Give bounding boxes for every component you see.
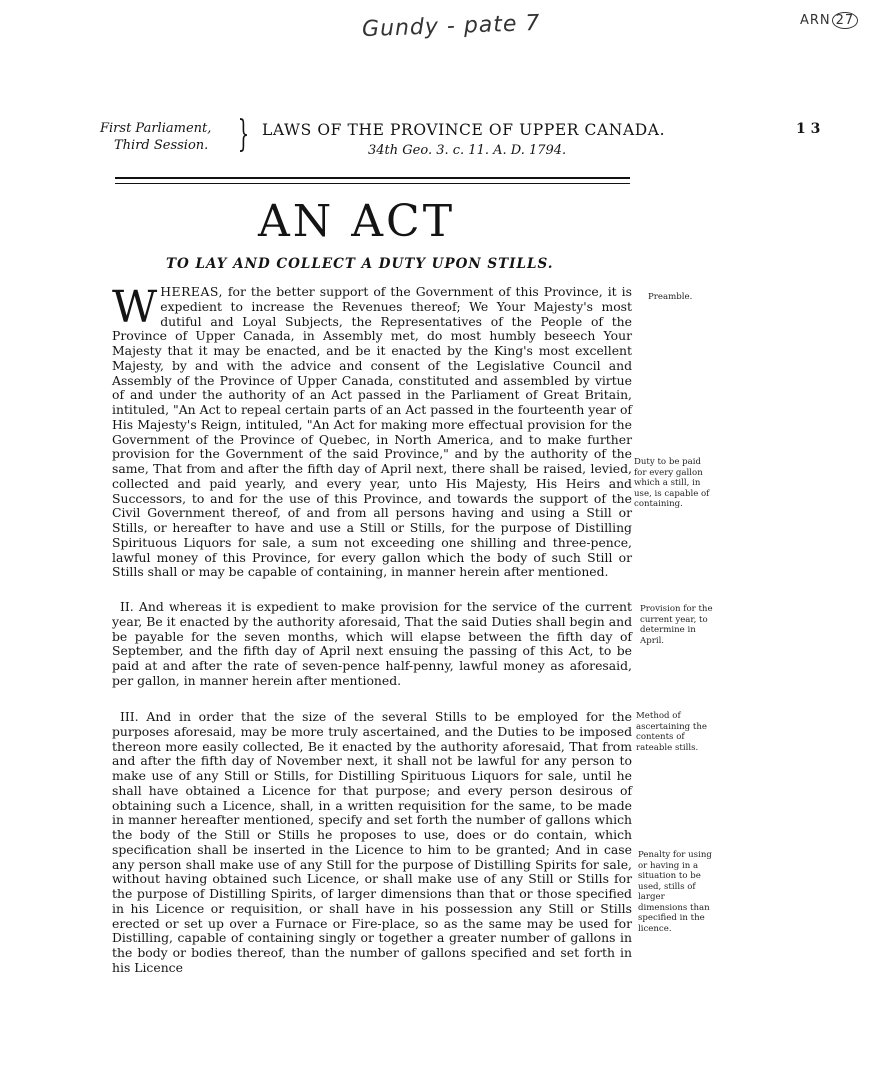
header-rule xyxy=(115,177,630,179)
act-title: AN ACT xyxy=(258,196,456,247)
section-preamble xyxy=(112,282,632,580)
margin-note-preamble: Preamble. xyxy=(648,292,693,302)
statute-citation: 34th Geo. 3. c. 11. A. D. 1794. xyxy=(368,143,567,158)
header-rule-thin xyxy=(115,183,630,184)
preamble-text: for the better support of the Government of this Province, it is expedient to increase the Revenues thereof; We Your Majesty's most dutiful and Loyal Subjects, the Representatives of the People of the Province of Upper Canada, in Assembly met, do most humbly beseech Your Majesty that it may be enacted, and be it enacted by the King's most excellent Majesty, by and with the advice and consent of the Legislative Council and Assembly of the Province of Upper Canada, constituted and assembled by virtue of and under the authority of an Act passed in the Parliament of Great Britain, intituled, "An Act to repeal certain parts of an Act passed in the fourteenth year of His Majesty's Reign, intituled, "An Act for making more effectual provision for the Government of the Province of Quebec, in North America, and to make further provision for the Government of the said Province," and by the authority of the same, That from and after the fifth day of April next, there shall be raised, levied, collected and paid yearly, and every year, unto His Majesty, His Heirs and Successors, to and for the use of this Province, and towards the support of the Civil Government thereof, of and from all persons having and using a Still or Stills, or hereafter to have and use a Still or Stills, for the purpose of Distilling Spirituous Liquors for sale, a sum not exceeding one shilling and three-pence, lawful money of this Province, for every gallon which the body of such Still or Stills shall or may be capable of containing, in manner herein after mentioned. xyxy=(112,284,632,580)
section-3 xyxy=(112,710,632,976)
drop-cap: W xyxy=(112,282,158,333)
archive-number: 27 xyxy=(832,12,859,29)
margin-note-provision: Provision for the current year, to determine in April. xyxy=(640,604,713,646)
page-number: 1 3 xyxy=(796,121,821,137)
section-number: II. xyxy=(120,599,134,614)
section-number: III. xyxy=(120,709,139,724)
act-subtitle: TO LAY AND COLLECT A DUTY UPON STILLS. xyxy=(166,256,554,272)
brace-glyph: } xyxy=(237,114,250,155)
session-label xyxy=(100,120,235,154)
section-2 xyxy=(112,600,632,689)
running-title: LAWS OF THE PROVINCE OF UPPER CANADA. xyxy=(262,121,666,139)
session-number: Third Session. xyxy=(114,138,209,153)
archive-prefix: ARN xyxy=(800,13,831,28)
section-text: And in order that the size of the several Stills to be employed for the purposes aforesaid, may be more truly ascertained, and the Duties to be imposed thereon more easily collected, Be it enacted by the authority aforesaid, That from and after the fifth day of November next, it shall not be lawful for any person to make use of any Still or Stills, for Distilling Spirituous Liquors for sale, until he shall have obtained a Licence for that purpose; and every person desirous of obtaining such a Licence, shall, in a written requisition for the same, to be made in manner hereafter mentioned, specify and set forth the number of gallons which the body of the Still or Stills he proposes to use, does or do contain, which specification shall be inserted in the Licence to him to be granted; And in case any person shall make use of any Still for the purpose of Distilling Spirits for sale, without having obtained such Licence, or shall make use of any Still or Stills for the purpose of Distilling Spirits, of larger dimensions than that or those specified in his Licence or requisition, or shall have in his possession any Still or Stills erected or set up over a Furnace or Fire-place, so as the same may be used for Distilling, capable of containing singly or together a greater number of gallons in the body or bodies thereof, than the number of gallons specified and set forth in his Licence xyxy=(112,709,632,975)
parliament-label: First Parliament, xyxy=(100,121,212,136)
archive-reference xyxy=(800,12,858,29)
first-word: HEREAS, xyxy=(160,284,223,299)
margin-note-penalty: Penalty for using or having in a situation to be used, stills of larger dimensions than specified in the licence. xyxy=(638,850,712,934)
handwritten-annotation: Gundy - pate 7 xyxy=(361,10,541,43)
section-text: And whereas it is expedient to make provision for the service of the current year, Be it enacted by the authority aforesaid, That the said Duties shall begin and be payable for the seven months, which will elapse between the fifth day of September, and the fifth day of April next ensuing the passing of this Act, to be paid at and after the rate of seven-pence half-penny, lawful money as aforesaid, per gallon, in manner herein after mentioned. xyxy=(112,599,632,688)
margin-note-method: Method of ascertaining the contents of rateable stills. xyxy=(636,711,707,753)
margin-note-duty: Duty to be paid for every gallon which a still, in use, is capable of containing. xyxy=(634,457,710,509)
